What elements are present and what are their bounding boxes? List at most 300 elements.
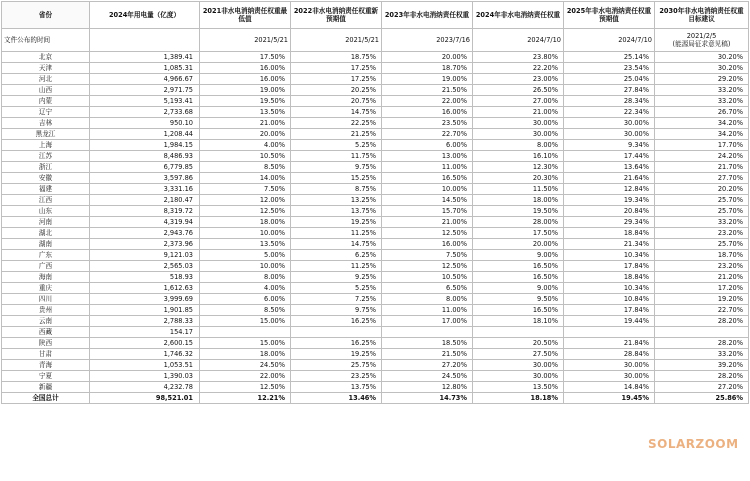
weight-cell: 21.50% bbox=[382, 349, 473, 360]
province-cell: 湖南 bbox=[2, 239, 90, 250]
weight-cell bbox=[473, 327, 564, 338]
weight-cell: 21.00% bbox=[382, 217, 473, 228]
weight-cell: 18.75% bbox=[291, 52, 382, 63]
weight-cell: 18.84% bbox=[564, 228, 655, 239]
province-cell: 青海 bbox=[2, 360, 90, 371]
weight-cell: 29.34% bbox=[564, 217, 655, 228]
weight-cell: 30.00% bbox=[473, 118, 564, 129]
weight-cell: 18.50% bbox=[382, 338, 473, 349]
weight-cell: 8.50% bbox=[200, 162, 291, 173]
table-row bbox=[2, 272, 749, 283]
weight-cell: 11.75% bbox=[291, 151, 382, 162]
province-cell: 新疆 bbox=[2, 382, 90, 393]
consumption-cell: 518.93 bbox=[90, 272, 200, 283]
province-cell: 上海 bbox=[2, 140, 90, 151]
weight-cell: 26.70% bbox=[655, 107, 749, 118]
table-row bbox=[2, 338, 749, 349]
weight-cell: 9.00% bbox=[473, 283, 564, 294]
weight-cell: 10.50% bbox=[200, 151, 291, 162]
weight-cell: 30.20% bbox=[655, 52, 749, 63]
province-cell: 河北 bbox=[2, 74, 90, 85]
consumption-cell: 1,053.51 bbox=[90, 360, 200, 371]
weight-cell: 30.20% bbox=[655, 63, 749, 74]
weight-cell: 33.20% bbox=[655, 349, 749, 360]
weight-cell: 13.50% bbox=[200, 239, 291, 250]
weight-cell: 28.00% bbox=[473, 217, 564, 228]
consumption-cell: 2,971.75 bbox=[90, 85, 200, 96]
province-cell: 西藏 bbox=[2, 327, 90, 338]
weight-cell: 10.34% bbox=[564, 283, 655, 294]
weight-cell: 14.75% bbox=[291, 107, 382, 118]
weight-cell: 30.00% bbox=[564, 118, 655, 129]
weight-cell: 25.70% bbox=[655, 195, 749, 206]
weight-cell: 15.25% bbox=[291, 173, 382, 184]
weight-cell: 24.20% bbox=[655, 151, 749, 162]
weight-cell: 5.25% bbox=[291, 283, 382, 294]
table-row bbox=[2, 173, 749, 184]
province-cell: 湖北 bbox=[2, 228, 90, 239]
weight-cell: 8.00% bbox=[200, 272, 291, 283]
weight-cell: 4.00% bbox=[200, 283, 291, 294]
consumption-cell: 950.10 bbox=[90, 118, 200, 129]
weight-cell: 12.30% bbox=[473, 162, 564, 173]
weight-cell: 22.00% bbox=[382, 96, 473, 107]
weight-cell: 27.00% bbox=[473, 96, 564, 107]
weight-cell bbox=[291, 327, 382, 338]
weight-cell: 19.44% bbox=[564, 316, 655, 327]
weight-cell: 20.30% bbox=[473, 173, 564, 184]
province-cell: 山东 bbox=[2, 206, 90, 217]
province-cell: 云南 bbox=[2, 316, 90, 327]
weight-cell: 8.00% bbox=[473, 140, 564, 151]
weight-cell: 30.00% bbox=[473, 371, 564, 382]
weight-cell: 21.00% bbox=[200, 118, 291, 129]
consumption-cell: 2,733.68 bbox=[90, 107, 200, 118]
weight-cell: 17.25% bbox=[291, 63, 382, 74]
weight-cell: 13.75% bbox=[291, 206, 382, 217]
header-cell: 2025年非水电消纳责任权重预期值 bbox=[564, 2, 655, 29]
weight-cell: 7.50% bbox=[382, 250, 473, 261]
weight-cell: 9.25% bbox=[291, 272, 382, 283]
weight-cell: 13.00% bbox=[382, 151, 473, 162]
weight-cell: 17.70% bbox=[655, 140, 749, 151]
table-row bbox=[2, 228, 749, 239]
weight-cell: 12.00% bbox=[200, 195, 291, 206]
weight-cell: 16.10% bbox=[473, 151, 564, 162]
weight-cell: 22.70% bbox=[382, 129, 473, 140]
weight-cell: 15.70% bbox=[382, 206, 473, 217]
weight-cell: 28.34% bbox=[564, 96, 655, 107]
table-row bbox=[2, 349, 749, 360]
weight-cell: 18.10% bbox=[473, 316, 564, 327]
weight-cell: 16.25% bbox=[291, 316, 382, 327]
weight-cell: 23.25% bbox=[291, 371, 382, 382]
table-row bbox=[2, 85, 749, 96]
table-row bbox=[2, 294, 749, 305]
weight-cell: 10.00% bbox=[200, 228, 291, 239]
table-row bbox=[2, 261, 749, 272]
weight-cell: 19.50% bbox=[473, 206, 564, 217]
weight-cell: 12.21% bbox=[200, 393, 291, 404]
province-cell: 内蒙 bbox=[2, 96, 90, 107]
weight-cell: 27.20% bbox=[382, 360, 473, 371]
weight-cell: 9.50% bbox=[473, 294, 564, 305]
weight-cell: 18.00% bbox=[200, 217, 291, 228]
weight-cell: 9.34% bbox=[564, 140, 655, 151]
weight-cell: 16.25% bbox=[291, 338, 382, 349]
weight-cell: 16.50% bbox=[473, 272, 564, 283]
weight-cell: 17.84% bbox=[564, 261, 655, 272]
province-cell: 辽宁 bbox=[2, 107, 90, 118]
weight-cell: 10.84% bbox=[564, 294, 655, 305]
weight-cell: 27.70% bbox=[655, 173, 749, 184]
weight-cell: 16.50% bbox=[473, 305, 564, 316]
weight-cell: 23.50% bbox=[382, 118, 473, 129]
weight-cell: 15.00% bbox=[200, 338, 291, 349]
consumption-cell: 3,331.16 bbox=[90, 184, 200, 195]
weight-cell: 12.84% bbox=[564, 184, 655, 195]
weight-cell: 30.00% bbox=[473, 129, 564, 140]
consumption-cell: 2,373.96 bbox=[90, 239, 200, 250]
header-cell: 省份 bbox=[2, 2, 90, 29]
weight-cell: 21.00% bbox=[473, 107, 564, 118]
consumption-cell: 8,319.72 bbox=[90, 206, 200, 217]
consumption-cell: 1,390.03 bbox=[90, 371, 200, 382]
weight-cell: 16.00% bbox=[200, 74, 291, 85]
weight-cell: 22.34% bbox=[564, 107, 655, 118]
weight-cell: 11.00% bbox=[382, 305, 473, 316]
weight-cell: 12.50% bbox=[382, 261, 473, 272]
weight-cell: 18.84% bbox=[564, 272, 655, 283]
weight-cell: 27.20% bbox=[655, 382, 749, 393]
weight-cell: 11.25% bbox=[291, 261, 382, 272]
weight-cell: 23.00% bbox=[473, 74, 564, 85]
province-cell: 广东 bbox=[2, 250, 90, 261]
weight-cell: 5.25% bbox=[291, 140, 382, 151]
consumption-cell: 154.17 bbox=[90, 327, 200, 338]
weight-cell: 14.50% bbox=[382, 195, 473, 206]
weight-cell: 10.00% bbox=[382, 184, 473, 195]
consumption-cell: 1,746.32 bbox=[90, 349, 200, 360]
header-row bbox=[2, 2, 749, 29]
consumption-cell: 9,121.03 bbox=[90, 250, 200, 261]
consumption-cell: 1,389.41 bbox=[90, 52, 200, 63]
consumption-cell: 1,085.31 bbox=[90, 63, 200, 74]
weight-cell: 33.20% bbox=[655, 217, 749, 228]
weight-cell: 12.80% bbox=[382, 382, 473, 393]
header-cell: 2024年用电量（亿度） bbox=[90, 2, 200, 29]
consumption-cell: 5,193.41 bbox=[90, 96, 200, 107]
weight-cell: 21.64% bbox=[564, 173, 655, 184]
province-cell: 广西 bbox=[2, 261, 90, 272]
weight-cell: 6.00% bbox=[382, 140, 473, 151]
consumption-cell: 3,999.69 bbox=[90, 294, 200, 305]
total-row bbox=[2, 393, 749, 404]
consumption-cell: 1,612.63 bbox=[90, 283, 200, 294]
weight-cell: 21.25% bbox=[291, 129, 382, 140]
weight-cell: 5.00% bbox=[200, 250, 291, 261]
weight-cell: 19.50% bbox=[200, 96, 291, 107]
header-cell: 2024年非水电消纳责任权重 bbox=[473, 2, 564, 29]
publish-date-cell: 2021/5/21 bbox=[291, 29, 382, 52]
weight-cell: 6.50% bbox=[382, 283, 473, 294]
weight-cell: 19.45% bbox=[564, 393, 655, 404]
weight-cell: 6.00% bbox=[200, 294, 291, 305]
header-cell: 2022非水电消纳责任权重新预期值 bbox=[291, 2, 382, 29]
weight-cell: 19.25% bbox=[291, 217, 382, 228]
weight-cell: 21.50% bbox=[382, 85, 473, 96]
weight-cell: 7.25% bbox=[291, 294, 382, 305]
publish-date-label: 文件公布的时间 bbox=[2, 29, 90, 52]
consumption-cell: 1,208.44 bbox=[90, 129, 200, 140]
header-cell: 2030年非水电消纳责任权重目标建议 bbox=[655, 2, 749, 29]
weight-cell: 25.04% bbox=[564, 74, 655, 85]
consumption-cell: 2,565.03 bbox=[90, 261, 200, 272]
weight-cell: 18.00% bbox=[200, 349, 291, 360]
weight-cell: 33.20% bbox=[655, 96, 749, 107]
province-cell: 吉林 bbox=[2, 118, 90, 129]
weight-cell: 19.25% bbox=[291, 349, 382, 360]
weight-cell: 20.75% bbox=[291, 96, 382, 107]
weight-cell: 21.20% bbox=[655, 272, 749, 283]
province-cell: 甘肃 bbox=[2, 349, 90, 360]
publish-date-cell bbox=[90, 29, 200, 52]
table-row bbox=[2, 371, 749, 382]
weight-cell: 13.25% bbox=[291, 195, 382, 206]
weight-cell: 18.70% bbox=[382, 63, 473, 74]
table-row bbox=[2, 360, 749, 371]
weight-cell: 19.00% bbox=[382, 74, 473, 85]
weight-cell: 16.00% bbox=[382, 107, 473, 118]
weight-cell: 13.64% bbox=[564, 162, 655, 173]
weight-cell bbox=[200, 327, 291, 338]
weight-cell: 13.75% bbox=[291, 382, 382, 393]
weight-cell: 18.00% bbox=[473, 195, 564, 206]
weight-cell: 7.50% bbox=[200, 184, 291, 195]
province-cell: 陕西 bbox=[2, 338, 90, 349]
province-cell: 山西 bbox=[2, 85, 90, 96]
weight-cell: 28.84% bbox=[564, 349, 655, 360]
weight-cell: 11.50% bbox=[473, 184, 564, 195]
weight-cell: 17.50% bbox=[200, 52, 291, 63]
weight-cell: 27.84% bbox=[564, 85, 655, 96]
table-row bbox=[2, 140, 749, 151]
weight-cell bbox=[382, 327, 473, 338]
weight-cell: 16.00% bbox=[382, 239, 473, 250]
weight-cell: 34.20% bbox=[655, 129, 749, 140]
publish-date-cell: 2021/5/21 bbox=[200, 29, 291, 52]
table-row bbox=[2, 129, 749, 140]
table-row bbox=[2, 151, 749, 162]
weight-cell: 9.00% bbox=[473, 250, 564, 261]
consumption-cell: 6,779.85 bbox=[90, 162, 200, 173]
table-row bbox=[2, 195, 749, 206]
weight-cell: 17.84% bbox=[564, 305, 655, 316]
consumption-cell: 2,600.15 bbox=[90, 338, 200, 349]
consumption-cell: 1,901.85 bbox=[90, 305, 200, 316]
weight-cell: 19.20% bbox=[655, 294, 749, 305]
publish-date-cell: 2023/7/16 bbox=[382, 29, 473, 52]
province-cell: 海南 bbox=[2, 272, 90, 283]
weight-cell bbox=[564, 327, 655, 338]
weight-cell: 28.20% bbox=[655, 371, 749, 382]
table-row bbox=[2, 206, 749, 217]
weight-cell: 24.50% bbox=[382, 371, 473, 382]
weight-cell: 9.75% bbox=[291, 162, 382, 173]
publish-date-cell: 2024/7/10 bbox=[473, 29, 564, 52]
weight-cell: 25.70% bbox=[655, 239, 749, 250]
table-row bbox=[2, 327, 749, 338]
weight-cell: 9.75% bbox=[291, 305, 382, 316]
weight-cell: 24.50% bbox=[200, 360, 291, 371]
table-row bbox=[2, 217, 749, 228]
weight-cell bbox=[655, 327, 749, 338]
weight-cell: 20.20% bbox=[655, 184, 749, 195]
province-cell: 江苏 bbox=[2, 151, 90, 162]
weight-cell: 10.34% bbox=[564, 250, 655, 261]
province-cell: 全国总计 bbox=[2, 393, 90, 404]
weight-cell: 16.50% bbox=[473, 261, 564, 272]
weight-cell: 14.00% bbox=[200, 173, 291, 184]
weight-cell: 17.00% bbox=[382, 316, 473, 327]
weight-cell: 8.50% bbox=[200, 305, 291, 316]
data-table bbox=[1, 1, 749, 404]
weight-cell: 15.00% bbox=[200, 316, 291, 327]
weight-cell: 17.44% bbox=[564, 151, 655, 162]
weight-cell: 28.20% bbox=[655, 338, 749, 349]
weight-cell: 20.00% bbox=[473, 239, 564, 250]
weight-cell: 30.00% bbox=[564, 129, 655, 140]
weight-cell: 29.20% bbox=[655, 74, 749, 85]
table-row bbox=[2, 74, 749, 85]
weight-cell: 20.50% bbox=[473, 338, 564, 349]
weight-cell: 13.50% bbox=[200, 107, 291, 118]
publish-date-row bbox=[2, 29, 749, 52]
weight-cell: 33.20% bbox=[655, 85, 749, 96]
weight-cell: 4.00% bbox=[200, 140, 291, 151]
table-row bbox=[2, 96, 749, 107]
province-cell: 河南 bbox=[2, 217, 90, 228]
province-cell: 浙江 bbox=[2, 162, 90, 173]
province-cell: 四川 bbox=[2, 294, 90, 305]
weight-cell: 23.20% bbox=[655, 228, 749, 239]
weight-cell: 26.50% bbox=[473, 85, 564, 96]
weight-cell: 8.00% bbox=[382, 294, 473, 305]
table-row bbox=[2, 283, 749, 294]
weight-cell: 22.00% bbox=[200, 371, 291, 382]
province-cell: 宁夏 bbox=[2, 371, 90, 382]
weight-cell: 21.84% bbox=[564, 338, 655, 349]
province-cell: 北京 bbox=[2, 52, 90, 63]
table-row bbox=[2, 316, 749, 327]
weight-cell: 12.50% bbox=[200, 382, 291, 393]
weight-cell: 6.25% bbox=[291, 250, 382, 261]
weight-cell: 18.70% bbox=[655, 250, 749, 261]
weight-cell: 13.50% bbox=[473, 382, 564, 393]
weight-cell: 22.70% bbox=[655, 305, 749, 316]
province-cell: 重庆 bbox=[2, 283, 90, 294]
weight-cell: 34.20% bbox=[655, 118, 749, 129]
consumption-cell: 1,984.15 bbox=[90, 140, 200, 151]
weight-cell: 25.14% bbox=[564, 52, 655, 63]
weight-cell: 20.84% bbox=[564, 206, 655, 217]
weight-cell: 12.50% bbox=[382, 228, 473, 239]
weight-cell: 27.50% bbox=[473, 349, 564, 360]
weight-cell: 23.20% bbox=[655, 261, 749, 272]
province-cell: 福建 bbox=[2, 184, 90, 195]
weight-cell: 16.50% bbox=[382, 173, 473, 184]
weight-cell: 23.80% bbox=[473, 52, 564, 63]
table-row bbox=[2, 52, 749, 63]
table-row bbox=[2, 239, 749, 250]
province-cell: 安徽 bbox=[2, 173, 90, 184]
province-cell: 江西 bbox=[2, 195, 90, 206]
publish-date-cell: 2024/7/10 bbox=[564, 29, 655, 52]
table-row bbox=[2, 63, 749, 74]
weight-cell: 19.00% bbox=[200, 85, 291, 96]
weight-cell: 21.70% bbox=[655, 162, 749, 173]
table-row bbox=[2, 250, 749, 261]
weight-cell: 17.20% bbox=[655, 283, 749, 294]
consumption-cell: 4,232.78 bbox=[90, 382, 200, 393]
weight-cell: 22.20% bbox=[473, 63, 564, 74]
publish-date-cell: 2021/2/5 (能源局征求意见稿) bbox=[655, 29, 749, 52]
weight-cell: 30.00% bbox=[473, 360, 564, 371]
weight-cell: 14.73% bbox=[382, 393, 473, 404]
weight-cell: 12.50% bbox=[200, 206, 291, 217]
weight-cell: 11.25% bbox=[291, 228, 382, 239]
weight-cell: 10.50% bbox=[382, 272, 473, 283]
table-row bbox=[2, 305, 749, 316]
watermark-logo: SOLARZOOM bbox=[648, 437, 739, 451]
weight-cell: 20.00% bbox=[200, 129, 291, 140]
consumption-cell: 8,486.93 bbox=[90, 151, 200, 162]
table-row bbox=[2, 184, 749, 195]
weight-cell: 30.00% bbox=[564, 371, 655, 382]
province-cell: 天津 bbox=[2, 63, 90, 74]
table-row bbox=[2, 107, 749, 118]
consumption-cell: 2,943.76 bbox=[90, 228, 200, 239]
consumption-cell: 3,597.86 bbox=[90, 173, 200, 184]
weight-cell: 28.20% bbox=[655, 316, 749, 327]
weight-cell: 21.34% bbox=[564, 239, 655, 250]
weight-cell: 25.75% bbox=[291, 360, 382, 371]
weight-cell: 25.86% bbox=[655, 393, 749, 404]
weight-cell: 22.25% bbox=[291, 118, 382, 129]
weight-cell: 14.75% bbox=[291, 239, 382, 250]
consumption-cell: 4,966.67 bbox=[90, 74, 200, 85]
weight-cell: 13.46% bbox=[291, 393, 382, 404]
weight-cell: 17.50% bbox=[473, 228, 564, 239]
weight-cell: 10.00% bbox=[200, 261, 291, 272]
table-row bbox=[2, 118, 749, 129]
header-cell: 2023年非水电消纳责任权重 bbox=[382, 2, 473, 29]
weight-cell: 16.00% bbox=[200, 63, 291, 74]
header-cell: 2021非水电消纳责任权重最低值 bbox=[200, 2, 291, 29]
weight-cell: 11.00% bbox=[382, 162, 473, 173]
weight-cell: 19.34% bbox=[564, 195, 655, 206]
weight-cell: 30.00% bbox=[564, 360, 655, 371]
weight-cell: 18.18% bbox=[473, 393, 564, 404]
consumption-cell: 98,521.01 bbox=[90, 393, 200, 404]
weight-cell: 14.84% bbox=[564, 382, 655, 393]
weight-cell: 20.25% bbox=[291, 85, 382, 96]
weight-cell: 39.20% bbox=[655, 360, 749, 371]
weight-cell: 20.00% bbox=[382, 52, 473, 63]
consumption-cell: 4,319.94 bbox=[90, 217, 200, 228]
consumption-cell: 2,788.33 bbox=[90, 316, 200, 327]
province-cell: 贵州 bbox=[2, 305, 90, 316]
